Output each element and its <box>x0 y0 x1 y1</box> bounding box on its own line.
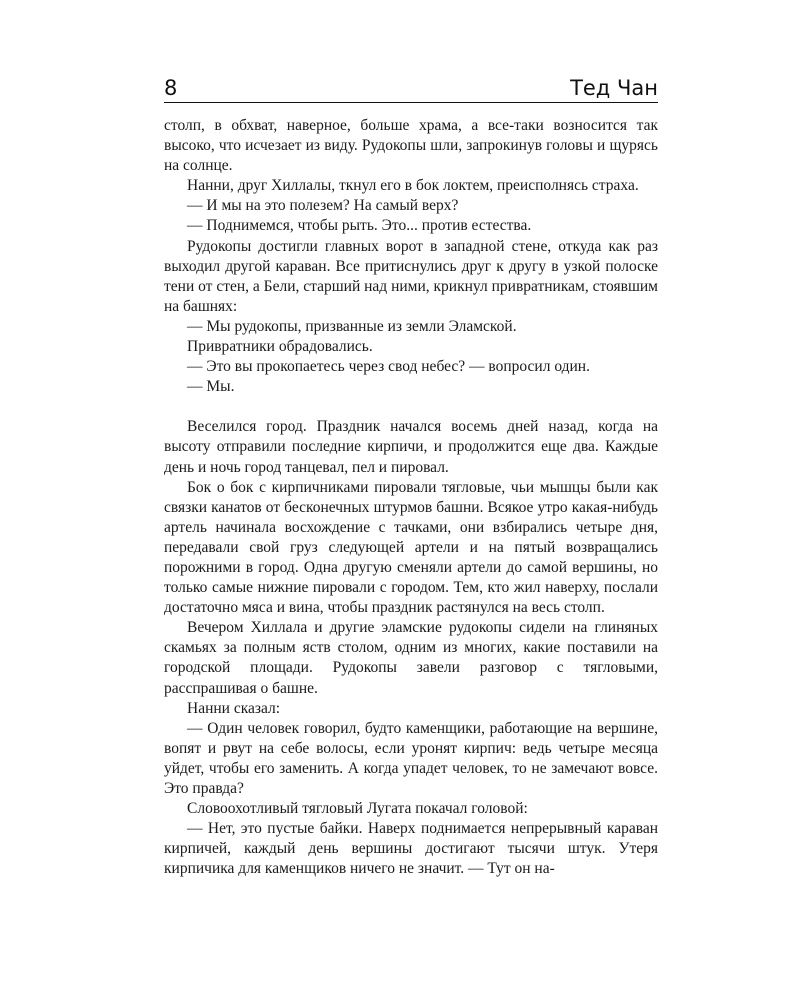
dialogue-line: — Поднимемся, чтобы рыть. Это... против естества. <box>187 217 532 235</box>
paragraph: Веселился город. Праздник начался восемь дней назад, когда на высоту отправили последние кирпичи, и продолжится еще два. Каждые день и ночь город танцевал, пел и пировал. <box>164 418 658 476</box>
paragraph: Нанни, друг Хиллалы, ткнул его в бок локтем, преисполнясь страха. <box>187 177 639 195</box>
paragraph: столп, в обхват, наверное, больше храма, а все-таки возносится так высоко, что исчезает из виду. Рудокопы шли, запрокинув головы и щурясь на солнце. <box>164 117 658 175</box>
dialogue-line: — И мы на это полезем? На самый верх? <box>187 197 459 215</box>
book-page <box>164 72 658 879</box>
paragraph: Вечером Хиллала и другие эламские рудокопы сидели на глиняных скамьях за полным яств столом, одним из многих, какие поставили на городской площади. Рудокопы завели разговор с тягловыми, расспрашивая о башне. <box>164 619 658 697</box>
dialogue-line: — Мы. <box>187 378 235 396</box>
dialogue-line: — Нет, это пустые байки. Наверх поднимается непрерывный караван кирпичей, каждый день вершины достигают тысячи штук. Утеря кирпичика для каменщиков ничего не значит. — Тут он на- <box>164 820 658 878</box>
body-text <box>164 116 658 879</box>
dialogue-line: — Один человек говорил, будто каменщики, работающие на вершине, вопят и рвут на себе волосы, если уронят кирпич: ведь четыре месяца уйдет, чтобы его заменить. А когда упадет человек, то не замечают вовсе. Это правда? <box>164 719 658 797</box>
paragraph: Привратники обрадовались. <box>187 338 373 356</box>
dialogue-line: — Это вы прокопаетесь через свод небес? — вопросил один. <box>187 358 590 376</box>
page-number: 8 <box>164 76 178 100</box>
running-header <box>164 72 658 103</box>
paragraph: Рудокопы достигли главных ворот в западной стене, откуда как раз выходил другой караван. Все притиснулись друг к другу в узкой полоске тени от стен, а Бели, старший над ними, крикнул привратникам, стоявшим на башнях: <box>164 237 658 315</box>
running-header-author: Тед Чан <box>570 76 658 100</box>
paragraph: Словоохотливый тягловый Лугата покачал головой: <box>187 800 528 818</box>
paragraph: Нанни сказал: <box>187 699 281 717</box>
dialogue-line: — Мы рудокопы, призванные из земли Эламской. <box>187 317 517 335</box>
section-break <box>164 397 658 417</box>
paragraph: Бок о бок с кирпичниками пировали тягловые, чьи мышцы были как связки канатов от бесконечных штурмов башни. Всякое утро какая-нибудь артель начинала восхождение с тачками, они взбирались четыре дня, передавали свой груз следующей артели и на пятый возвращались порожними в город. Одна другую сменяли артели до самой вершины, но только самые нижние пировали с городом. Тем, кто жил наверху, послали достаточно мяса и вина, чтобы праздник растянулся на весь столп. <box>164 478 658 617</box>
